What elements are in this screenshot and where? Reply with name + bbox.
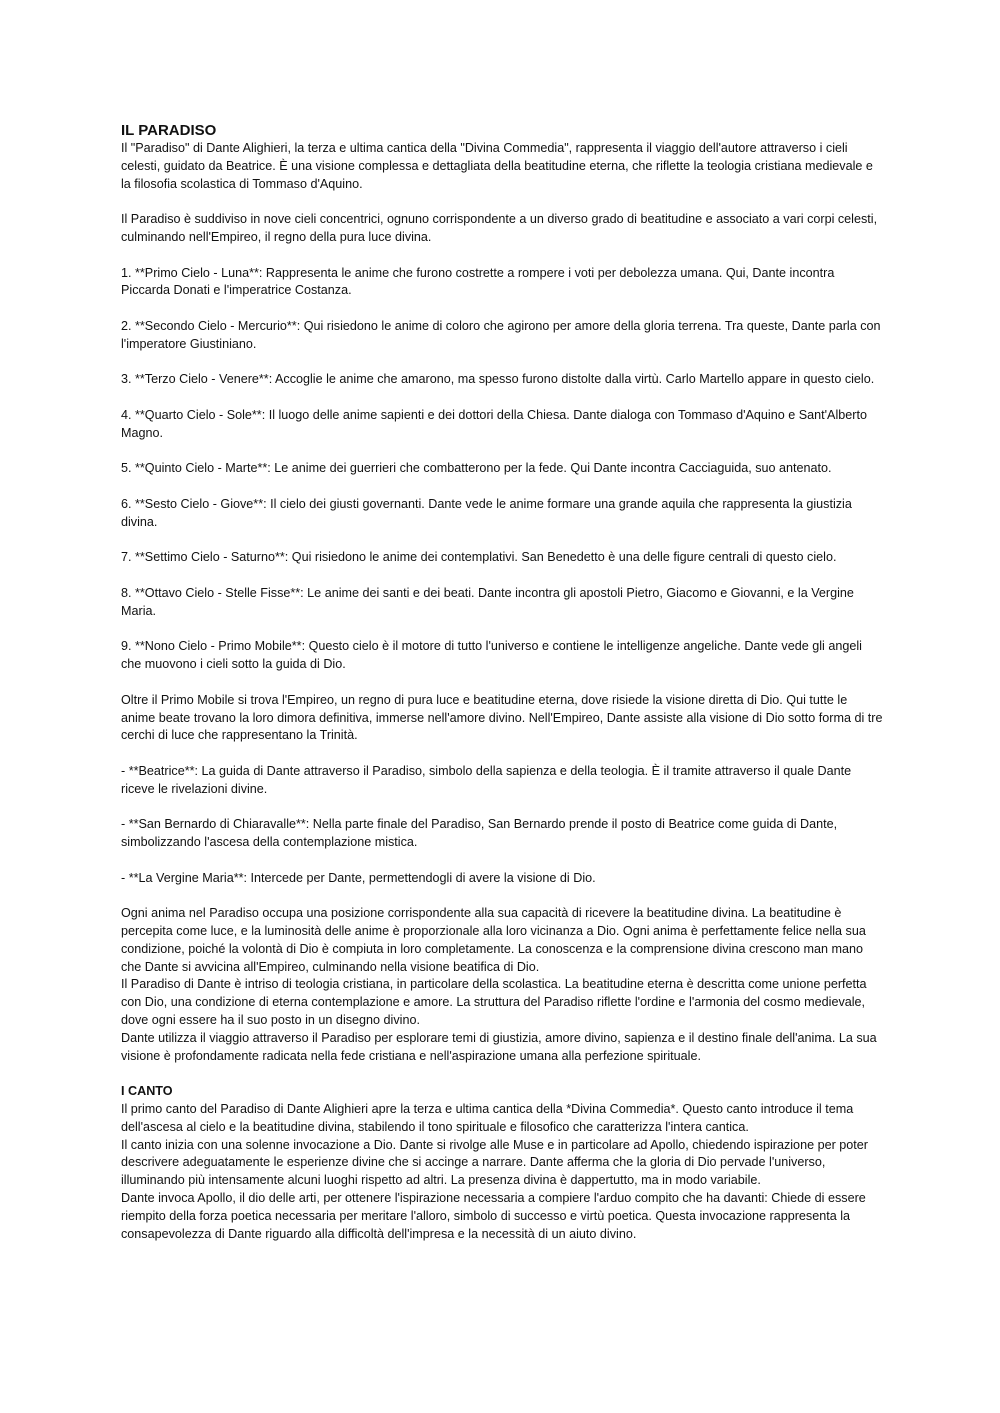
heaven-item-3: 3. **Terzo Cielo - Venere**: Accoglie le anime che amarono, ma spesso furono distolte dalla virtù. Carlo Martello appare in questo cielo.	[121, 372, 875, 387]
heaven-item-6: 6. **Sesto Cielo - Giove**: Il cielo dei giusti governanti. Dante vede le anime formare una grande aquila che rappresenta la giustizia divina.	[121, 496, 852, 529]
guide-item-beatrice: - **Beatrice**: La guida di Dante attraverso il Paradiso, simbolo della sapienza e della teologia. È il tramite attraverso il quale Dante riceve le rivelazioni divine.	[121, 763, 852, 796]
heaven-item-2: 2. **Secondo Cielo - Mercurio**: Qui risiedono le anime di coloro che agirono per amore della gloria terrena. Tra queste, Dante parla con l'imperatore Giustiniano.	[121, 318, 881, 351]
closing-paragraph-1: Ogni anima nel Paradiso occupa una posizione corrispondente alla sua capacità di ricevere la beatitudine divina. La beatitudine è percepita come luce, e la luminosità delle anime è proporzionale alla loro vicinanza a Dio. Ogni anima è perfettamente felice nella sua condizione, poiché la volontà di Dio è compiuta in loro completamente. La conoscenza e la comprensione divina crescono man mano che Dante si avvicina all'Empireo, culminando nella visione beatifica di Dio.	[121, 906, 866, 974]
canto-paragraph-3: Dante invoca Apollo, il dio delle arti, per ottenere l'ispirazione necessaria a compiere l'arduo compito che ha davanti: Chiede di essere riempito della forza poetica necessaria per meritare l'alloro, simbolo di successo e virtù poetica. Questa invocazione rappresenta la consapevolezza di Dante riguardo alla difficoltà dell'impresa e la necessità di un aiuto divino.	[121, 1191, 866, 1241]
closing-paragraph-3: Dante utilizza il viaggio attraverso il Paradiso per esplorare temi di giustizia, amore divino, sapienza e il destino finale dell'anima. La sua visione è profondamente radicata nella fede cristiana e nell'aspirazione umana alla perfezione spirituale.	[121, 1030, 877, 1063]
intro-paragraph-2: Il Paradiso è suddiviso in nove cieli concentrici, ognuno corrispondente a un diverso grado di beatitudine e associato a vari corpi celesti, culminando nell'Empireo, il regno della pura luce divina.	[121, 212, 878, 244]
section-heading-canto: I CANTO	[121, 1084, 173, 1099]
heaven-item-9: 9. **Nono Cielo - Primo Mobile**: Questo cielo è il motore di tutto l'universo e contiene le intelligenze angeliche. Dante vede gli angeli che muovono i cieli sotto la guida di Dio.	[121, 639, 862, 672]
guide-item-bernardo: - **San Bernardo di Chiaravalle**: Nella parte finale del Paradiso, San Bernardo prende il posto di Beatrice come guida di Dante, simbolizzando l'ascesa della contemplazione mistica.	[121, 817, 838, 850]
heaven-item-4: 4. **Quarto Cielo - Sole**: Il luogo delle anime sapienti e dei dottori della Chiesa. Dante dialoga con Tommaso d'Aquino e Sant'Alberto Magno.	[121, 407, 867, 440]
canto-paragraph-2: Il canto inizia con una solenne invocazione a Dio. Dante si rivolge alle Muse e in particolare ad Apollo, chiedendo ispirazione per poter descrivere adeguatamente le esperienze divine che si accinge a narrare. Dante afferma che la gloria di Dio pervade l'universo, illuminando più intensamente alcuni luoghi rispetto ad altri. La presenza divina è dappertutto, ma in modo variabile.	[121, 1137, 868, 1188]
heaven-item-5: 5. **Quinto Cielo - Marte**: Le anime dei guerrieri che combatterono per la fede. Qui Dante incontra Cacciaguida, suo antenato.	[121, 461, 832, 476]
heaven-item-1: 1. **Primo Cielo - Luna**: Rappresenta le anime che furono costrette a rompere i voti per debolezza umana. Qui, Dante incontra Piccarda Donati e l'imperatrice Costanza.	[121, 265, 835, 298]
canto-paragraph-1: Il primo canto del Paradiso di Dante Alighieri apre la terza e ultima cantica della *Divina Commedia*. Questo canto introduce il tema dell'ascesa al cielo e la beatitudine divina, stabilendo il tono spirituale e filosofico che caratterizza l'intera cantica.	[121, 1102, 854, 1134]
empyrean-paragraph: Oltre il Primo Mobile si trova l'Empireo, un regno di pura luce e beatitudine eterna, dove risiede la visione diretta di Dio. Qui tutte le anime beate trovano la loro dimora definitiva, immerse nell'amore divino. Nell'Empireo, Dante assiste alla visione di Dio sotto forma di tre cerchi di luce che rappresentano la Trinità.	[121, 692, 883, 743]
document-title: IL PARADISO	[121, 122, 217, 139]
heaven-item-7: 7. **Settimo Cielo - Saturno**: Qui risiedono le anime dei contemplativi. San Benedetto è una delle figure centrali di questo cielo.	[121, 550, 837, 565]
heaven-item-8: 8. **Ottavo Cielo - Stelle Fisse**: Le anime dei santi e dei beati. Dante incontra gli apostoli Pietro, Giacomo e Giovanni, e la Vergine Maria.	[121, 585, 854, 618]
guide-item-maria: - **La Vergine Maria**: Intercede per Dante, permettendogli di avere la visione di Dio.	[121, 870, 596, 885]
document-page	[121, 121, 883, 1243]
closing-paragraph-2: Il Paradiso di Dante è intriso di teologia cristiana, in particolare della scolastica. La beatitudine eterna è descritta come unione perfetta con Dio, una condizione di eterna contemplazione e amore. La struttura del Paradiso riflette l'ordine e l'armonia del cosmo medievale, dove ogni essere ha il suo posto in un disegno divino.	[121, 977, 867, 1028]
intro-paragraph-1: Il "Paradiso" di Dante Alighieri, la terza e ultima cantica della "Divina Commedia", rappresenta il viaggio dell'autore attraverso i cieli celesti, guidato da Beatrice. È una visione complessa e dettagliata della beatitudine eterna, che riflette la teologia cristiana medievale e la filosofia scolastica di Tommaso d'Aquino.	[121, 141, 873, 191]
